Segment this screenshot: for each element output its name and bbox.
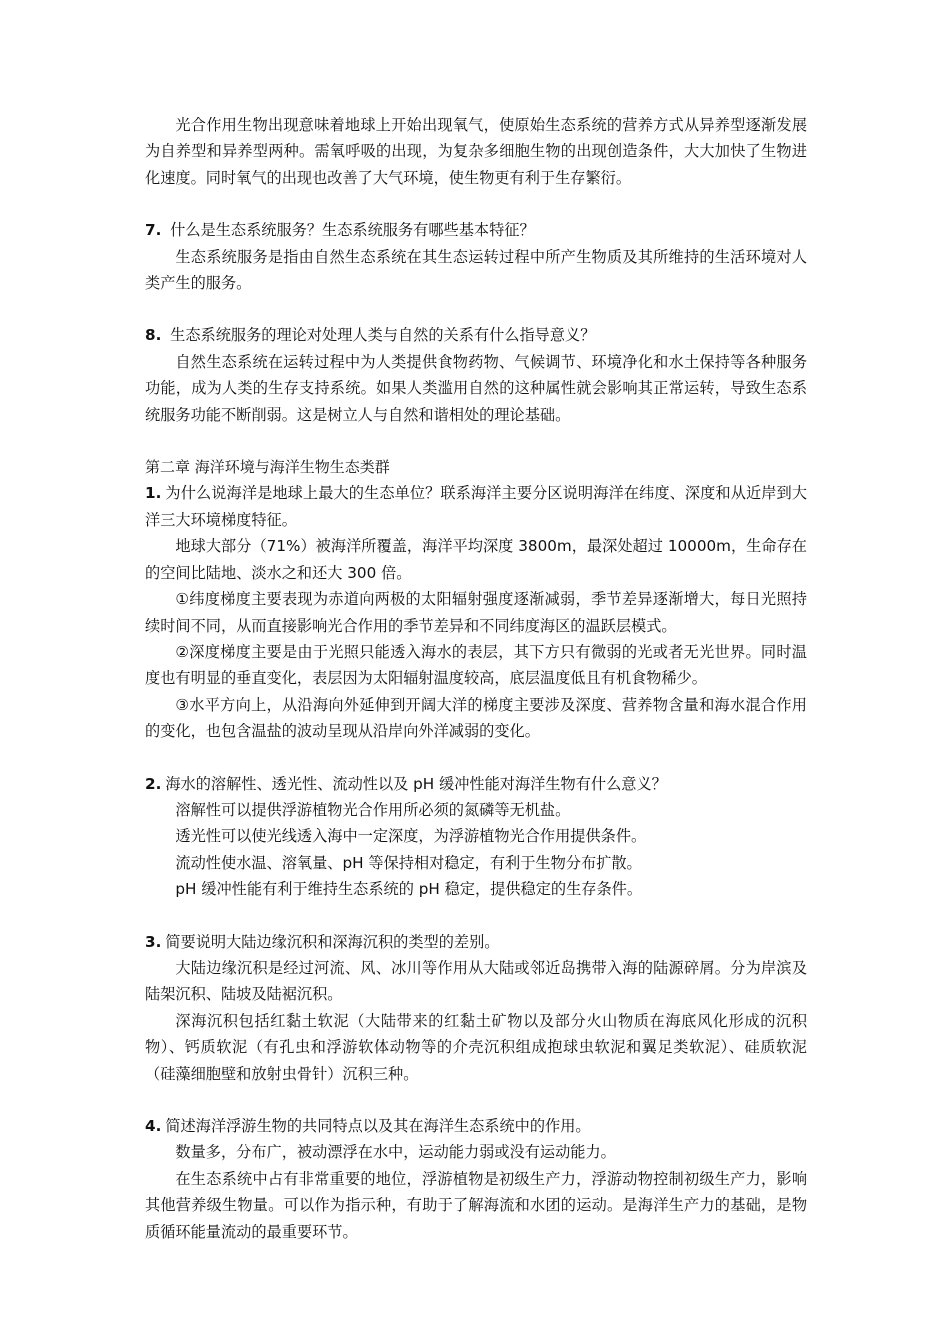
chapter2-question-3-text: 简要说明大陆边缘沉积和深海沉积的类型的差别。 <box>165 932 500 951</box>
chapter2-question-3-answer-2: 深海沉积包括红黏土软泥（大陆带来的红黏土矿物以及部分火山物质在海底风化形成的沉积物）、钙质软泥（有孔虫和浮游软体动物等的介壳沉积组成抱球虫软泥和翼足类软泥）、硅质软泥（硅藻细胞壁和放射虫骨针）沉积三种。 <box>145 1011 807 1083</box>
spacer <box>145 296 807 322</box>
chapter2-question-1-number: 1. <box>145 484 162 503</box>
chapter2-question-1-answer-1: 地球大部分（71%）被海洋所覆盖，海洋平均深度 3800m，最深处超过 10000m，生命存在的空间比陆地、淡水之和还大 300 倍。 <box>145 537 807 582</box>
chapter2-question-4-heading <box>145 1113 807 1139</box>
chapter2-question-3-number: 3. <box>145 932 162 951</box>
chapter2-question-4-answer-1: 数量多，分布广，被动漂浮在水中，运动能力弱或没有运动能力。 <box>175 1143 616 1162</box>
chapter2-question-1-answer-3: ②深度梯度主要是由于光照只能透入海水的表层，其下方只有微弱的光或者无光世界。同时温度也有明显的垂直变化，表层因为太阳辐射温度较高，底层温度低且有机食物稀少。 <box>145 642 807 688</box>
question-8-text: 生态系统服务的理论对处理人类与自然的关系有什么指导意义？ <box>170 326 596 345</box>
chapter2-question-2-heading <box>145 771 807 797</box>
chapter-title: 第二章 海洋环境与海洋生物生态类群 <box>145 458 390 477</box>
question-7-number: 7. <box>145 221 162 240</box>
question-8-number: 8. <box>145 326 162 345</box>
chapter2-question-2-answer-2: 透光性可以使光线透入海中一定深度，为浮游植物光合作用提供条件。 <box>175 827 647 846</box>
chapter2-question-2-text: 海水的溶解性、透光性、流动性以及 pH 缓冲性能对海洋生物有什么意义？ <box>165 774 667 793</box>
spacer <box>145 903 807 929</box>
spacer <box>145 1087 807 1113</box>
chapter2-question-2-answer-1: 溶解性可以提供浮游植物光合作用所必须的氮磷等无机盐。 <box>175 800 571 819</box>
chapter2-question-4-answer-2: 在生态系统中占有非常重要的地位，浮游植物是初级生产力，浮游动物控制初级生产力，影响其他营养级生物量。可以作为指示种，有助于了解海流和水团的运动。是海洋生产力的基础，是物质循环能量流动的最重要环节。 <box>145 1169 807 1241</box>
question-8-answer: 自然生态系统在运转过程中为人类提供食物药物、气候调节、环境净化和水土保持等各种服务功能，成为人类的生存支持系统。如果人类滥用自然的这种属性就会影响其正常运转，导致生态系统服务功能不断削弱。这是树立人与自然和谐相处的理论基础。 <box>145 352 807 424</box>
chapter2-question-4-text: 简述海洋浮游生物的共同特点以及其在海洋生态系统中的作用。 <box>165 1117 591 1135</box>
question-7-text: 什么是生态系统服务？生态系统服务有哪些基本特征？ <box>170 221 535 240</box>
spacer <box>145 428 807 454</box>
chapter2-question-3-answer-1: 大陆边缘沉积是经过河流、风、冰川等作用从大陆或邻近岛携带入海的陆源碎屑。分为岸滨及陆架沉积、陆坡及陆裾沉积。 <box>145 958 807 1004</box>
question-8-heading <box>145 322 807 348</box>
chapter2-question-2-number: 2. <box>145 774 162 793</box>
question-7-heading <box>145 217 807 243</box>
chapter2-question-1-heading <box>145 480 807 533</box>
chapter2-question-1-answer-4: ③水平方向上，从沿海向外延伸到开阔大洋的梯度主要涉及深度、营养物含量和海水混合作用的变化，也包含温盐的波动呈现从沿岸向外洋减弱的变化。 <box>145 695 807 741</box>
chapter2-question-3-heading <box>145 929 807 955</box>
question-7-answer: 生态系统服务是指由自然生态系统在其生态运转过程中所产生物质及其所维持的生活环境对人类产生的服务。 <box>145 247 807 293</box>
spacer <box>145 191 807 217</box>
chapter2-question-2-answer-4: pH 缓冲性能有利于维持生态系统的 pH 稳定，提供稳定的生存条件。 <box>175 880 643 899</box>
intro-paragraph: 光合作用生物出现意味着地球上开始出现氧气，使原始生态系统的营养方式从异养型逐渐发展为自养型和异养型两种。需氧呼吸的出现，为复杂多细胞生物的出现创造条件，大大加快了生物进化速度。同时氧气的出现也改善了大气环境，使生物更有利于生存繁衍。 <box>145 116 807 187</box>
spacer <box>145 745 807 771</box>
chapter2-question-4-number: 4. <box>145 1117 162 1135</box>
chapter2-question-1-answer-2: ①纬度梯度主要表现为赤道向两极的太阳辐射强度逐渐减弱，季节差异逐渐增大，每日光照持续时间不同，从而直接影响光合作用的季节差异和不同纬度海区的温跃层模式。 <box>145 590 807 635</box>
document-page <box>145 112 807 1245</box>
chapter2-question-2-answer-3: 流动性使水温、溶氧量、pH 等保持相对稳定，有利于生物分布扩散。 <box>175 853 642 872</box>
chapter2-question-1-text: 为什么说海洋是地球上最大的生态单位？联系海洋主要分区说明海洋在纬度、深度和从近岸到大洋三大环境梯度特征。 <box>145 484 807 529</box>
